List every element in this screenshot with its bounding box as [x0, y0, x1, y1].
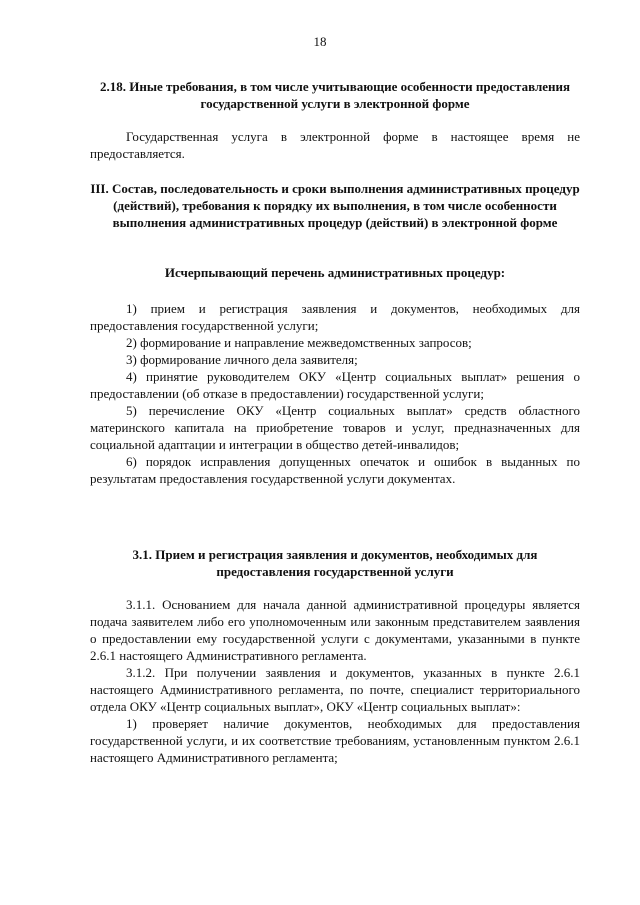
procedures-subheading: Исчерпывающий перечень административных процедур:: [164, 265, 506, 280]
page-number: 18: [313, 34, 327, 49]
section-3-heading: III. Состав, последовательность и сроки выполнения административных процедур (действий), требования к порядку их выполнения, в том числе особенности выполнения административных процедур (действий) в электронной форме: [90, 181, 580, 230]
list-item: 2) формирование и направление межведомственных запросов;: [126, 335, 472, 350]
section-3-1-body: [90, 596, 580, 766]
list-item: 5) перечисление ОКУ «Центр социальных выплат» средств областного материнского капитала на приобретение товаров и услуг, предназначенных для социальной адаптации и интеграции в общество детей-инвалидов;: [90, 403, 580, 452]
list-item: 4) принятие руководителем ОКУ «Центр социальных выплат» решения о предоставлении (об отказе в предоставлении) государственной услуги;: [90, 369, 580, 401]
list-item: 6) порядок исправления допущенных опечаток и ошибок в выданных по результатам предоставления государственной услуги документах.: [90, 454, 580, 486]
section-2-18-heading: 2.18. Иные требования, в том числе учитывающие особенности предоставления государственной услуги в электронной форме: [99, 79, 571, 111]
section-2-18-text: Государственная услуга в электронной форме в настоящее время не предоставляется.: [90, 129, 580, 161]
paragraph: 1) проверяет наличие документов, необходимых для предоставления государственной услуги, и их соответствие требованиям, установленным пунктом 2.6.1 настоящего Административного регламента;: [90, 716, 580, 765]
list-item: 1) прием и регистрация заявления и документов, необходимых для предоставления государственной услуги;: [90, 301, 580, 333]
paragraph: 3.1.1. Основанием для начала данной административной процедуры является подача заявителем либо его уполномоченным или законным представителем заявления о предоставлении ему государственной услуги с документами, указанными в пункте 2.6.1 настоящего Административного регламента.: [90, 597, 580, 663]
procedure-list: [90, 300, 580, 487]
list-item: 3) формирование личного дела заявителя;: [126, 352, 358, 367]
section-3-1-heading: 3.1. Прием и регистрация заявления и документов, необходимых для предоставления государственной услуги: [132, 547, 538, 579]
paragraph: 3.1.2. При получении заявления и документов, указанных в пункте 2.6.1 настоящего Административного регламента, по почте, специалист территориального отдела ОКУ «Центр социальных выплат», ОКУ «Центр социальных выплат»:: [90, 665, 580, 714]
